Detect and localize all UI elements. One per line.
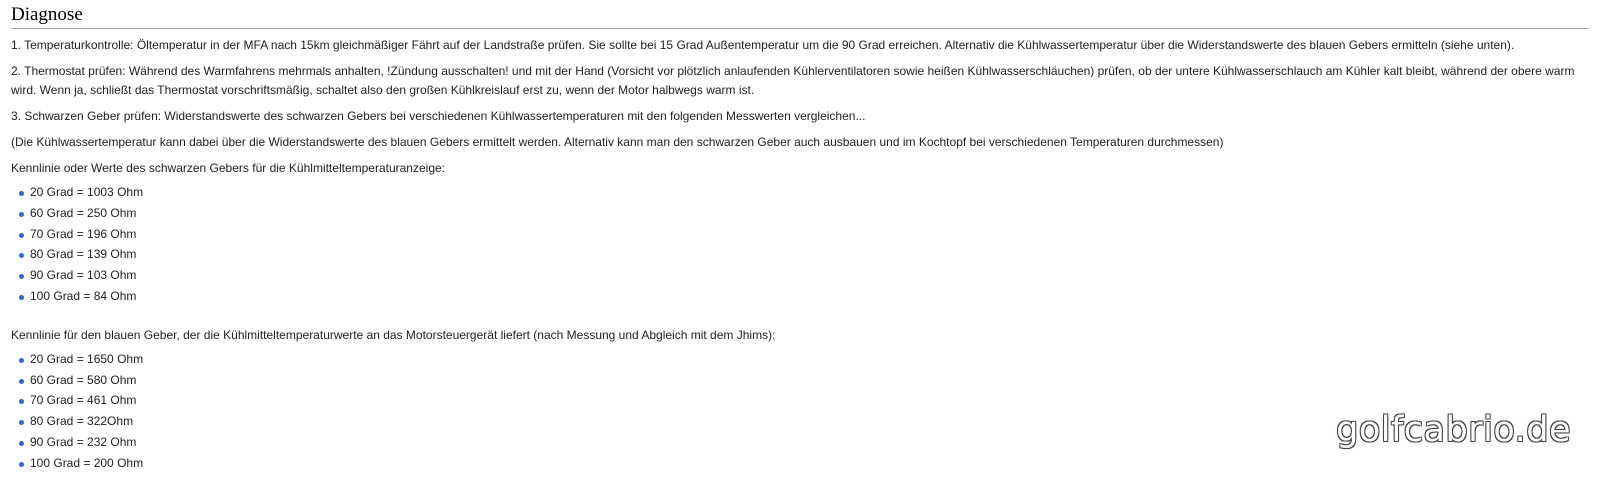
list-item: 60 Grad = 250 Ohm <box>19 203 1589 224</box>
list-item: 80 Grad = 139 Ohm <box>19 244 1589 265</box>
article-content <box>11 0 1589 474</box>
list-item: 20 Grad = 1003 Ohm <box>19 182 1589 203</box>
list-item: 20 Grad = 1650 Ohm <box>19 349 1589 370</box>
paragraph-black-sensor-check: 3. Schwarzen Geber prüfen: Widerstandswerte des schwarzen Gebers bei verschiedenen Kühlwassertemperaturen mit den folgenden Messwerten vergleichen... <box>11 109 866 123</box>
paragraph-temperature-check: 1. Temperaturkontrolle: Öltemperatur in der MFA nach 15km gleichmäßiger Fährt auf der Landstraße prüfen. Sie sollte bei 15 Grad Außentemperatur um die 90 Grad erreichen. Alternativ die Kühlwassertemperatur über die Widerstandswerte des blauen Gebers ermitteln (siehe unten). <box>11 38 1515 52</box>
list-item: 100 Grad = 84 Ohm <box>19 286 1589 307</box>
list-item: 70 Grad = 196 Ohm <box>19 224 1589 245</box>
list-item: 100 Grad = 200 Ohm <box>19 453 1589 474</box>
list-item: 90 Grad = 103 Ohm <box>19 265 1589 286</box>
blue-sensor-intro: Kennlinie für den blauen Geber, der die Kühlmitteltemperaturwerte an das Motorsteuergerät liefert (nach Messung und Abgleich mit dem Jhims): <box>11 327 776 342</box>
watermark: golfcabrio.de <box>1336 410 1571 450</box>
paragraph-coolant-note: (Die Kühlwassertemperatur kann dabei über die Widerstandswerte des blauen Gebers ermittelt werden. Alternativ kann man den schwarzen Geber auch ausbauen und im Kochtopf bei verschiedenen Temperaturen durchmessen) <box>11 135 1224 149</box>
list-item: 70 Grad = 461 Ohm <box>19 390 1589 411</box>
section-heading: Diagnose <box>11 4 1589 29</box>
black-sensor-intro: Kennlinie oder Werte des schwarzen Gebers für die Kühlmitteltemperaturanzeige: <box>11 161 446 175</box>
paragraph-thermostat-check: 2. Thermostat prüfen: Während des Warmfahrens mehrmals anhalten, !Zündung ausschalten! und mit der Hand (Vorsicht vor plötzlich anlaufenden Kühlerventilatoren sowie heißen Kühlwasserschläuchen) prüfen, ob der untere Kühlwasserschlauch am Kühler kalt bleibt, während der obere warm wird. Wenn ja, schließt das Thermostat vorschriftsmäßig, schaltet also den großen Kühlkreislauf erst zu, wenn der Motor halbwegs warm ist. <box>11 64 1575 97</box>
list-item: 80 Grad = 322Ohm <box>19 411 1589 432</box>
spacer <box>11 307 1589 319</box>
black-sensor-list <box>11 182 1589 307</box>
list-item: 60 Grad = 580 Ohm <box>19 370 1589 391</box>
list-item: 90 Grad = 232 Ohm <box>19 432 1589 453</box>
